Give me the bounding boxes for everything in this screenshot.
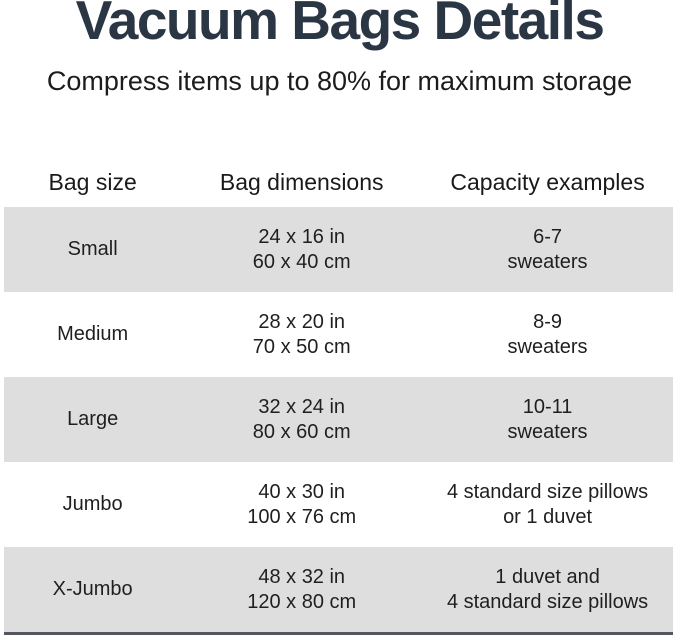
size-table <box>4 169 673 635</box>
page-subtitle: Compress items up to 80% for maximum storage <box>46 66 633 96</box>
capacity-line: 10-11 <box>522 395 573 418</box>
capacity-cell <box>422 565 673 615</box>
table-row <box>4 292 673 377</box>
capacity-line: 1 duvet and <box>495 565 600 588</box>
capacity-line: 4 standard size pillows <box>446 480 649 503</box>
bag-size-cell: X-Jumbo <box>52 578 133 601</box>
column-header-capacity-examples: Capacity examples <box>450 169 645 196</box>
bag-size-cell: Medium <box>57 323 129 346</box>
dimension-line: 48 x 32 in <box>258 565 346 588</box>
capacity-line: sweaters <box>507 420 588 443</box>
dimension-line: 24 x 16 in <box>258 225 346 248</box>
column-header-bag-dimensions: Bag dimensions <box>219 169 384 196</box>
column-header-bag-size: Bag size <box>48 169 137 196</box>
bag-size-cell: Small <box>67 238 118 261</box>
dimension-line: 80 x 60 cm <box>252 420 351 443</box>
dimension-line: 120 x 80 cm <box>247 590 357 613</box>
dimension-line: 28 x 20 in <box>258 310 346 333</box>
bag-dimensions-cell <box>181 225 422 275</box>
table-header-row <box>4 169 673 207</box>
capacity-line: 8-9 <box>533 310 562 333</box>
capacity-line: sweaters <box>507 250 588 273</box>
dimension-line: 32 x 24 in <box>258 395 346 418</box>
capacity-line: 6-7 <box>533 225 562 248</box>
bag-dimensions-cell <box>181 395 422 445</box>
capacity-cell <box>422 395 673 445</box>
bag-size-cell: Jumbo <box>62 493 123 516</box>
dimension-line: 60 x 40 cm <box>252 250 351 273</box>
bag-dimensions-cell <box>181 480 422 530</box>
bag-dimensions-cell <box>181 565 422 615</box>
table-body <box>4 207 673 635</box>
table-row <box>4 377 673 462</box>
capacity-cell <box>422 225 673 275</box>
bag-dimensions-cell <box>181 310 422 360</box>
capacity-line: 4 standard size pillows <box>446 590 649 613</box>
capacity-line: sweaters <box>507 335 588 358</box>
table-row <box>4 547 673 632</box>
dimension-line: 100 x 76 cm <box>247 505 357 528</box>
table-row <box>4 462 673 547</box>
bag-size-cell: Large <box>67 408 119 431</box>
capacity-line: or 1 duvet <box>503 505 593 528</box>
capacity-cell <box>422 310 673 360</box>
dimension-line: 40 x 30 in <box>258 480 346 503</box>
dimension-line: 70 x 50 cm <box>252 335 351 358</box>
page-title: Vacuum Bags Details <box>75 0 604 51</box>
capacity-cell <box>422 480 673 530</box>
table-row <box>4 207 673 292</box>
